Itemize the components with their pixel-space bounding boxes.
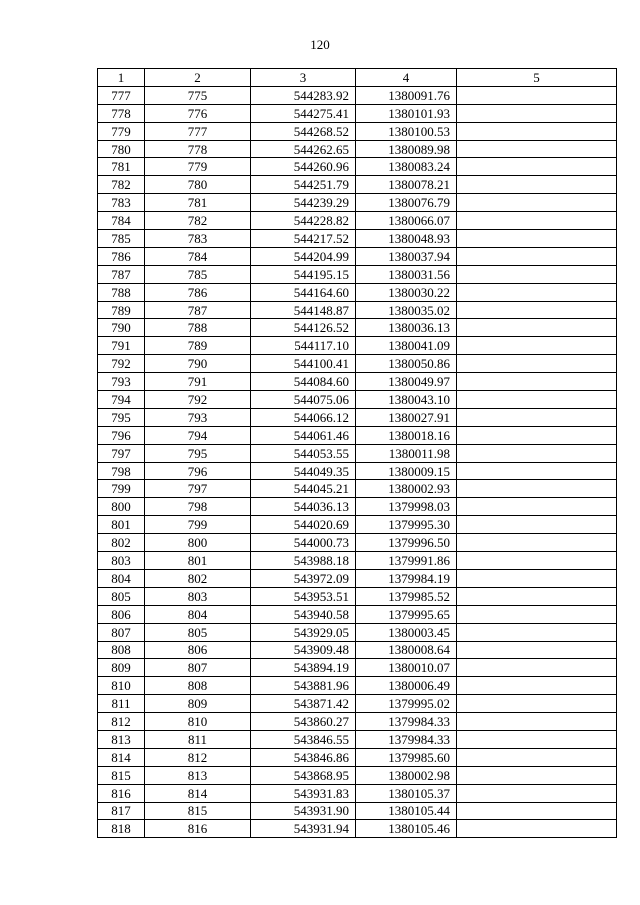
page-number: 120 xyxy=(310,37,330,52)
x-coordinate-cell: 544117.10 xyxy=(251,337,356,355)
note-cell xyxy=(457,623,617,641)
prev-number-cell: 812 xyxy=(145,748,251,766)
y-coordinate-cell: 1380091.76 xyxy=(356,86,457,104)
table-row xyxy=(98,659,617,677)
y-coordinate-cell: 1379984.33 xyxy=(356,713,457,731)
x-coordinate-cell: 543860.27 xyxy=(251,713,356,731)
x-coordinate-cell: 544053.55 xyxy=(251,444,356,462)
column-header-5: 5 xyxy=(457,69,617,87)
table-row xyxy=(98,140,617,158)
prev-number-cell: 804 xyxy=(145,605,251,623)
table-row xyxy=(98,605,617,623)
y-coordinate-cell: 1379985.60 xyxy=(356,748,457,766)
note-cell xyxy=(457,659,617,677)
prev-number-cell: 790 xyxy=(145,355,251,373)
prev-number-cell: 800 xyxy=(145,534,251,552)
note-cell xyxy=(457,337,617,355)
table-row xyxy=(98,230,617,248)
table-row xyxy=(98,426,617,444)
y-coordinate-cell: 1380083.24 xyxy=(356,158,457,176)
note-cell xyxy=(457,355,617,373)
point-number-cell: 778 xyxy=(98,104,145,122)
y-coordinate-cell: 1380008.64 xyxy=(356,641,457,659)
prev-number-cell: 780 xyxy=(145,176,251,194)
point-number-cell: 810 xyxy=(98,677,145,695)
prev-number-cell: 806 xyxy=(145,641,251,659)
point-number-cell: 794 xyxy=(98,391,145,409)
point-number-cell: 806 xyxy=(98,605,145,623)
x-coordinate-cell: 544126.52 xyxy=(251,319,356,337)
point-number-cell: 784 xyxy=(98,212,145,230)
y-coordinate-cell: 1380049.97 xyxy=(356,373,457,391)
note-cell xyxy=(457,444,617,462)
prev-number-cell: 798 xyxy=(145,498,251,516)
table-row xyxy=(98,677,617,695)
prev-number-cell: 816 xyxy=(145,820,251,838)
x-coordinate-cell: 544100.41 xyxy=(251,355,356,373)
y-coordinate-cell: 1380105.46 xyxy=(356,820,457,838)
note-cell xyxy=(457,480,617,498)
point-number-cell: 808 xyxy=(98,641,145,659)
note-cell xyxy=(457,391,617,409)
y-coordinate-cell: 1380031.56 xyxy=(356,265,457,283)
table-row xyxy=(98,283,617,301)
prev-number-cell: 802 xyxy=(145,569,251,587)
table-row xyxy=(98,498,617,516)
point-number-cell: 782 xyxy=(98,176,145,194)
table-row xyxy=(98,104,617,122)
x-coordinate-cell: 544262.65 xyxy=(251,140,356,158)
x-coordinate-cell: 543953.51 xyxy=(251,587,356,605)
prev-number-cell: 786 xyxy=(145,283,251,301)
note-cell xyxy=(457,212,617,230)
table-body xyxy=(98,69,617,838)
prev-number-cell: 781 xyxy=(145,194,251,212)
y-coordinate-cell: 1379995.02 xyxy=(356,695,457,713)
note-cell xyxy=(457,247,617,265)
x-coordinate-cell: 543929.05 xyxy=(251,623,356,641)
y-coordinate-cell: 1380043.10 xyxy=(356,391,457,409)
y-coordinate-cell: 1380002.93 xyxy=(356,480,457,498)
x-coordinate-cell: 543931.83 xyxy=(251,784,356,802)
table-row xyxy=(98,265,617,283)
point-number-cell: 817 xyxy=(98,802,145,820)
prev-number-cell: 787 xyxy=(145,301,251,319)
table-row xyxy=(98,176,617,194)
y-coordinate-cell: 1380105.37 xyxy=(356,784,457,802)
prev-number-cell: 813 xyxy=(145,766,251,784)
x-coordinate-cell: 543846.55 xyxy=(251,730,356,748)
note-cell xyxy=(457,587,617,605)
y-coordinate-cell: 1380003.45 xyxy=(356,623,457,641)
y-coordinate-cell: 1379996.50 xyxy=(356,534,457,552)
point-number-cell: 777 xyxy=(98,86,145,104)
y-coordinate-cell: 1379995.30 xyxy=(356,516,457,534)
x-coordinate-cell: 544228.82 xyxy=(251,212,356,230)
table-row xyxy=(98,748,617,766)
table-row xyxy=(98,569,617,587)
prev-number-cell: 776 xyxy=(145,104,251,122)
x-coordinate-cell: 543940.58 xyxy=(251,605,356,623)
note-cell xyxy=(457,194,617,212)
table-row xyxy=(98,373,617,391)
table-row xyxy=(98,641,617,659)
point-number-cell: 816 xyxy=(98,784,145,802)
prev-number-cell: 807 xyxy=(145,659,251,677)
table-row xyxy=(98,516,617,534)
point-number-cell: 783 xyxy=(98,194,145,212)
prev-number-cell: 775 xyxy=(145,86,251,104)
table-row xyxy=(98,766,617,784)
note-cell xyxy=(457,104,617,122)
table-row xyxy=(98,355,617,373)
table-row xyxy=(98,319,617,337)
table-row xyxy=(98,86,617,104)
point-number-cell: 802 xyxy=(98,534,145,552)
table-row xyxy=(98,784,617,802)
y-coordinate-cell: 1380041.09 xyxy=(356,337,457,355)
table-row xyxy=(98,212,617,230)
prev-number-cell: 805 xyxy=(145,623,251,641)
y-coordinate-cell: 1380030.22 xyxy=(356,283,457,301)
y-coordinate-cell: 1380078.21 xyxy=(356,176,457,194)
prev-number-cell: 795 xyxy=(145,444,251,462)
note-cell xyxy=(457,534,617,552)
x-coordinate-cell: 544164.60 xyxy=(251,283,356,301)
point-number-cell: 801 xyxy=(98,516,145,534)
note-cell xyxy=(457,176,617,194)
point-number-cell: 796 xyxy=(98,426,145,444)
point-number-cell: 803 xyxy=(98,552,145,570)
y-coordinate-cell: 1380006.49 xyxy=(356,677,457,695)
note-cell xyxy=(457,695,617,713)
table-row xyxy=(98,587,617,605)
prev-number-cell: 779 xyxy=(145,158,251,176)
point-number-cell: 785 xyxy=(98,230,145,248)
x-coordinate-cell: 543868.95 xyxy=(251,766,356,784)
point-number-cell: 818 xyxy=(98,820,145,838)
point-number-cell: 781 xyxy=(98,158,145,176)
prev-number-cell: 815 xyxy=(145,802,251,820)
point-number-cell: 788 xyxy=(98,283,145,301)
y-coordinate-cell: 1380011.98 xyxy=(356,444,457,462)
point-number-cell: 795 xyxy=(98,408,145,426)
note-cell xyxy=(457,265,617,283)
x-coordinate-cell: 544260.96 xyxy=(251,158,356,176)
point-number-cell: 791 xyxy=(98,337,145,355)
note-cell xyxy=(457,569,617,587)
point-number-cell: 779 xyxy=(98,122,145,140)
note-cell xyxy=(457,140,617,158)
point-number-cell: 804 xyxy=(98,569,145,587)
column-header-4: 4 xyxy=(356,69,457,87)
x-coordinate-cell: 544251.79 xyxy=(251,176,356,194)
x-coordinate-cell: 544049.35 xyxy=(251,462,356,480)
table-row xyxy=(98,462,617,480)
x-coordinate-cell: 544275.41 xyxy=(251,104,356,122)
x-coordinate-cell: 543871.42 xyxy=(251,695,356,713)
prev-number-cell: 794 xyxy=(145,426,251,444)
x-coordinate-cell: 544036.13 xyxy=(251,498,356,516)
y-coordinate-cell: 1380101.93 xyxy=(356,104,457,122)
prev-number-cell: 809 xyxy=(145,695,251,713)
y-coordinate-cell: 1379998.03 xyxy=(356,498,457,516)
note-cell xyxy=(457,641,617,659)
prev-number-cell: 782 xyxy=(145,212,251,230)
x-coordinate-cell: 544239.29 xyxy=(251,194,356,212)
table-row xyxy=(98,534,617,552)
x-coordinate-cell: 544000.73 xyxy=(251,534,356,552)
y-coordinate-cell: 1379984.33 xyxy=(356,730,457,748)
point-number-cell: 800 xyxy=(98,498,145,516)
prev-number-cell: 801 xyxy=(145,552,251,570)
y-coordinate-cell: 1379984.19 xyxy=(356,569,457,587)
note-cell xyxy=(457,730,617,748)
x-coordinate-cell: 544075.06 xyxy=(251,391,356,409)
x-coordinate-cell: 543988.18 xyxy=(251,552,356,570)
x-coordinate-cell: 543972.09 xyxy=(251,569,356,587)
table-row xyxy=(98,480,617,498)
point-number-cell: 787 xyxy=(98,265,145,283)
point-number-cell: 786 xyxy=(98,247,145,265)
prev-number-cell: 785 xyxy=(145,265,251,283)
x-coordinate-cell: 544020.69 xyxy=(251,516,356,534)
y-coordinate-cell: 1380100.53 xyxy=(356,122,457,140)
note-cell xyxy=(457,408,617,426)
note-cell xyxy=(457,158,617,176)
table-header-row xyxy=(98,69,617,87)
point-number-cell: 805 xyxy=(98,587,145,605)
table-row xyxy=(98,552,617,570)
y-coordinate-cell: 1379991.86 xyxy=(356,552,457,570)
y-coordinate-cell: 1380027.91 xyxy=(356,408,457,426)
y-coordinate-cell: 1380037.94 xyxy=(356,247,457,265)
x-coordinate-cell: 544084.60 xyxy=(251,373,356,391)
prev-number-cell: 799 xyxy=(145,516,251,534)
note-cell xyxy=(457,802,617,820)
note-cell xyxy=(457,122,617,140)
point-number-cell: 797 xyxy=(98,444,145,462)
prev-number-cell: 789 xyxy=(145,337,251,355)
y-coordinate-cell: 1380010.07 xyxy=(356,659,457,677)
table-row xyxy=(98,122,617,140)
note-cell xyxy=(457,516,617,534)
column-header-1: 1 xyxy=(98,69,145,87)
note-cell xyxy=(457,713,617,731)
note-cell xyxy=(457,462,617,480)
y-coordinate-cell: 1380002.98 xyxy=(356,766,457,784)
point-number-cell: 811 xyxy=(98,695,145,713)
table-row xyxy=(98,820,617,838)
prev-number-cell: 791 xyxy=(145,373,251,391)
table-row xyxy=(98,802,617,820)
table-row xyxy=(98,194,617,212)
note-cell xyxy=(457,86,617,104)
point-number-cell: 812 xyxy=(98,713,145,731)
note-cell xyxy=(457,766,617,784)
column-header-2: 2 xyxy=(145,69,251,87)
table-row xyxy=(98,247,617,265)
prev-number-cell: 792 xyxy=(145,391,251,409)
x-coordinate-cell: 544217.52 xyxy=(251,230,356,248)
x-coordinate-cell: 544045.21 xyxy=(251,480,356,498)
y-coordinate-cell: 1380018.16 xyxy=(356,426,457,444)
y-coordinate-cell: 1380048.93 xyxy=(356,230,457,248)
note-cell xyxy=(457,820,617,838)
y-coordinate-cell: 1380050.86 xyxy=(356,355,457,373)
x-coordinate-cell: 543846.86 xyxy=(251,748,356,766)
x-coordinate-cell: 544148.87 xyxy=(251,301,356,319)
table-row xyxy=(98,391,617,409)
column-header-3: 3 xyxy=(251,69,356,87)
x-coordinate-cell: 543931.90 xyxy=(251,802,356,820)
table-row xyxy=(98,301,617,319)
prev-number-cell: 811 xyxy=(145,730,251,748)
prev-number-cell: 788 xyxy=(145,319,251,337)
note-cell xyxy=(457,230,617,248)
point-number-cell: 793 xyxy=(98,373,145,391)
prev-number-cell: 796 xyxy=(145,462,251,480)
x-coordinate-cell: 544268.52 xyxy=(251,122,356,140)
note-cell xyxy=(457,605,617,623)
prev-number-cell: 803 xyxy=(145,587,251,605)
point-number-cell: 798 xyxy=(98,462,145,480)
point-number-cell: 790 xyxy=(98,319,145,337)
point-number-cell: 814 xyxy=(98,748,145,766)
x-coordinate-cell: 543881.96 xyxy=(251,677,356,695)
y-coordinate-cell: 1380066.07 xyxy=(356,212,457,230)
x-coordinate-cell: 543931.94 xyxy=(251,820,356,838)
y-coordinate-cell: 1380036.13 xyxy=(356,319,457,337)
prev-number-cell: 814 xyxy=(145,784,251,802)
point-number-cell: 780 xyxy=(98,140,145,158)
x-coordinate-cell: 544061.46 xyxy=(251,426,356,444)
point-number-cell: 809 xyxy=(98,659,145,677)
prev-number-cell: 777 xyxy=(145,122,251,140)
note-cell xyxy=(457,784,617,802)
x-coordinate-cell: 544283.92 xyxy=(251,86,356,104)
coordinates-table xyxy=(97,68,617,838)
x-coordinate-cell: 543894.19 xyxy=(251,659,356,677)
prev-number-cell: 797 xyxy=(145,480,251,498)
table-row xyxy=(98,623,617,641)
note-cell xyxy=(457,498,617,516)
y-coordinate-cell: 1380076.79 xyxy=(356,194,457,212)
point-number-cell: 799 xyxy=(98,480,145,498)
table-row xyxy=(98,408,617,426)
table-row xyxy=(98,695,617,713)
y-coordinate-cell: 1380089.98 xyxy=(356,140,457,158)
x-coordinate-cell: 544195.15 xyxy=(251,265,356,283)
prev-number-cell: 810 xyxy=(145,713,251,731)
note-cell xyxy=(457,319,617,337)
point-number-cell: 807 xyxy=(98,623,145,641)
point-number-cell: 792 xyxy=(98,355,145,373)
x-coordinate-cell: 544066.12 xyxy=(251,408,356,426)
y-coordinate-cell: 1380009.15 xyxy=(356,462,457,480)
y-coordinate-cell: 1379985.52 xyxy=(356,587,457,605)
prev-number-cell: 808 xyxy=(145,677,251,695)
note-cell xyxy=(457,373,617,391)
y-coordinate-cell: 1380035.02 xyxy=(356,301,457,319)
point-number-cell: 815 xyxy=(98,766,145,784)
note-cell xyxy=(457,283,617,301)
note-cell xyxy=(457,748,617,766)
x-coordinate-cell: 544204.99 xyxy=(251,247,356,265)
table-row xyxy=(98,444,617,462)
note-cell xyxy=(457,677,617,695)
prev-number-cell: 778 xyxy=(145,140,251,158)
point-number-cell: 789 xyxy=(98,301,145,319)
table-row xyxy=(98,713,617,731)
note-cell xyxy=(457,426,617,444)
y-coordinate-cell: 1380105.44 xyxy=(356,802,457,820)
table-row xyxy=(98,730,617,748)
prev-number-cell: 793 xyxy=(145,408,251,426)
table-row xyxy=(98,337,617,355)
table-row xyxy=(98,158,617,176)
note-cell xyxy=(457,552,617,570)
point-number-cell: 813 xyxy=(98,730,145,748)
note-cell xyxy=(457,301,617,319)
y-coordinate-cell: 1379995.65 xyxy=(356,605,457,623)
x-coordinate-cell: 543909.48 xyxy=(251,641,356,659)
prev-number-cell: 784 xyxy=(145,247,251,265)
prev-number-cell: 783 xyxy=(145,230,251,248)
